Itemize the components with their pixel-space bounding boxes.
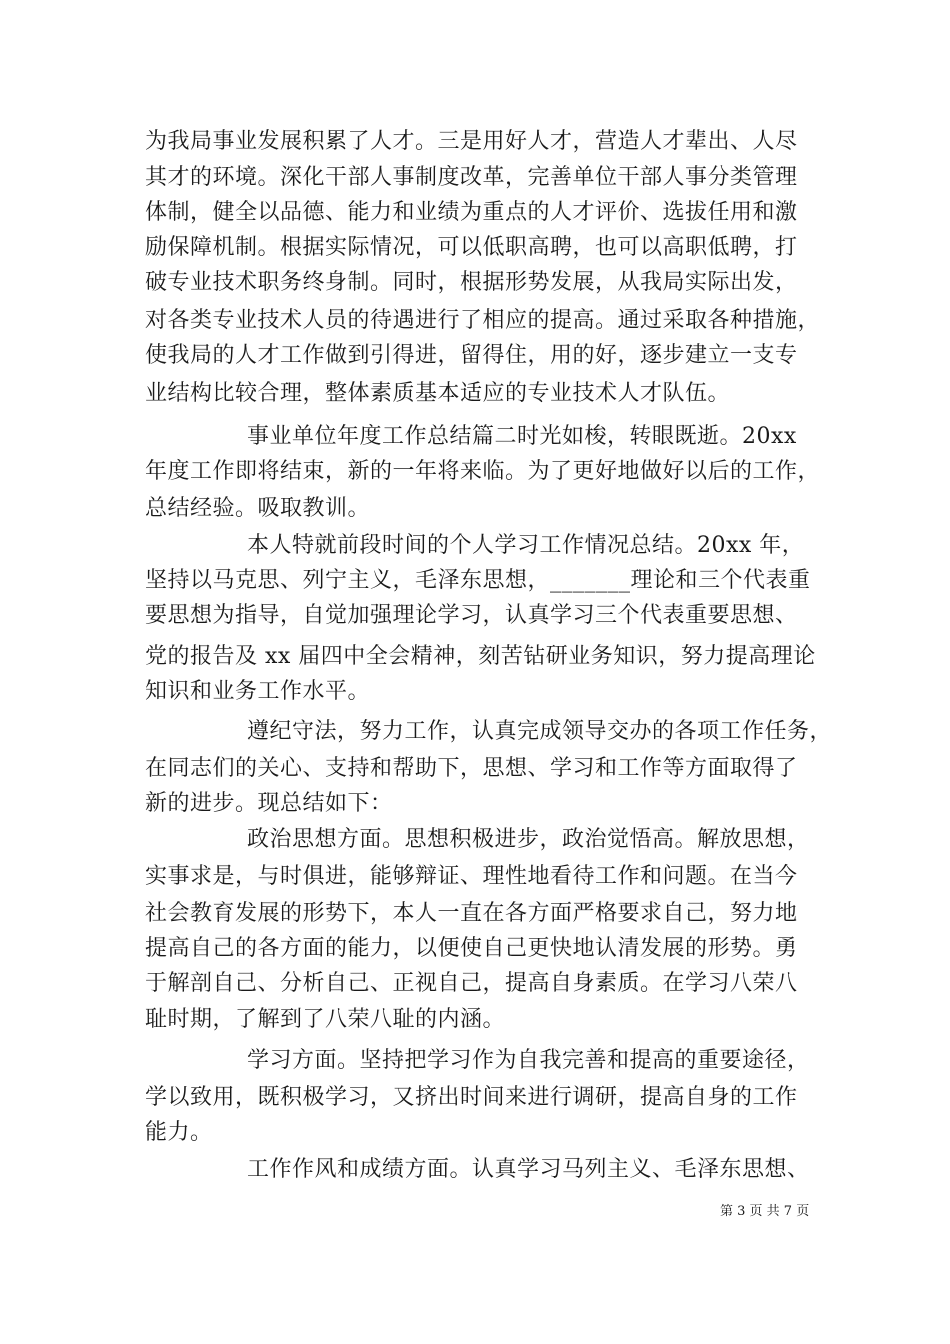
text-line: 能力。: [145, 1120, 213, 1145]
text-line: 于解剖自己、分析自己、正视自己，提高自身素质。在学习八荣八: [145, 971, 798, 996]
text-line: 实事求是，与时俱进，能够辩证、理性地看待工作和问题。在当今: [145, 864, 798, 889]
paragraph-start: 本人特就前段时间的个人学习工作情况总结。20xx 年，: [247, 533, 805, 558]
text-line: 知识和业务工作水平。: [145, 679, 371, 704]
text-line: 为我局事业发展积累了人才。三是用好人才，营造人才辈出、人尽: [145, 129, 798, 154]
text-line: 要思想为指导，自觉加强理论学习，认真学习三个代表重要思想、: [145, 603, 798, 628]
paragraph-start: 遵纪守法，努力工作，认真完成领导交办的各项工作任务，: [247, 719, 833, 744]
paragraph-start: 事业单位年度工作总结篇二时光如梭，转眼既逝。20xx: [247, 424, 797, 449]
paragraph-start: 政治思想方面。思想积极进步，政治觉悟高。解放思想，: [247, 827, 810, 852]
text-line: 学以致用，既积极学习，又挤出时间来进行调研，提高自身的工作: [145, 1085, 798, 1110]
paragraph-start: 工作作风和成绩方面。认真学习马列主义、毛泽东思想、: [247, 1157, 810, 1182]
text-line: 新的进步。现总结如下：: [145, 791, 393, 816]
text-line: 使我局的人才工作做到引得进，留得住，用的好，逐步建立一支专: [145, 343, 798, 368]
text-line: 在同志们的关心、支持和帮助下，思想、学习和工作等方面取得了: [145, 756, 798, 781]
paragraph-start: 学习方面。坚持把学习作为自我完善和提高的重要途径，: [247, 1048, 810, 1073]
text-line: 坚持以马克思、列宁主义，毛泽东思想，_______理论和三个代表重: [145, 568, 811, 593]
text-line: 业结构比较合理，整体素质基本适应的专业技术人才队伍。: [145, 381, 731, 406]
text-line: 耻时期，了解到了八荣八耻的内涵。: [145, 1007, 506, 1032]
text-line: 党的报告及 xx 届四中全会精神，刻苦钻研业务知识，努力提高理论: [145, 644, 816, 669]
text-line: 社会教育发展的形势下，本人一直在各方面严格要求自己，努力地: [145, 901, 798, 926]
text-line: 体制，健全以品德、能力和业绩为重点的人才评价、选拔任用和激: [145, 200, 798, 225]
text-line: 破专业技术职务终身制。同时，根据形势发展，从我局实际出发，: [145, 270, 798, 295]
text-line: 提高自己的各方面的能力，以便使自己更快地认清发展的形势。勇: [145, 936, 798, 961]
text-line: 对各类专业技术人员的待遇进行了相应的提高。通过采取各种措施，: [145, 308, 821, 333]
text-line: 其才的环境。深化干部人事制度改革，完善单位干部人事分类管理: [145, 165, 798, 190]
text-line: 总结经验。吸取教训。: [145, 496, 371, 521]
page-number-footer: 第 3 页 共 7 页: [720, 1204, 810, 1219]
text-line: 年度工作即将结束，新的一年将来临。为了更好地做好以后的工作，: [145, 459, 821, 484]
text-line: 励保障机制。根据实际情况，可以低职高聘，也可以高职低聘，打: [145, 235, 798, 260]
